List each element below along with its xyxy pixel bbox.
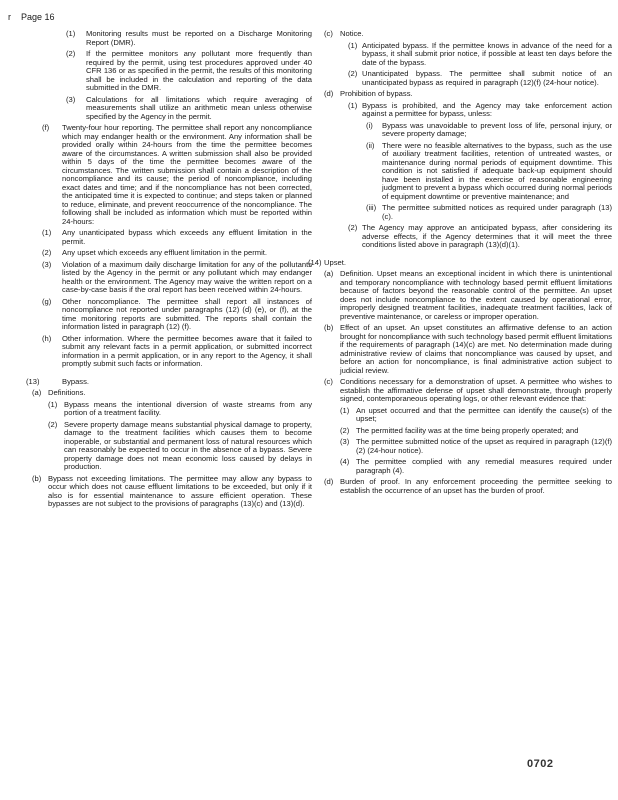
- paragraph-text: Other noncompliance. The permittee shall report all instances of noncompliance not reported under paragraphs (12) (d) (e), or (f), at the time monitoring reports are submitted. The reports shall contain the information listed in paragraph (12) (f).: [62, 296, 312, 331]
- paragraph: [318, 70, 612, 87]
- paragraph-marker: (2): [348, 69, 358, 78]
- paragraph: [26, 124, 312, 226]
- page-header: [8, 12, 55, 22]
- paragraph-marker: (i): [366, 120, 373, 130]
- paragraph: [318, 458, 612, 475]
- paragraph-text: Burden of proof. In any enforcement proceeding the permittee seeking to establish the occurrence of an upset has the burden of proof.: [340, 477, 612, 495]
- paragraph: [318, 204, 612, 221]
- paragraph-marker: (2): [340, 425, 350, 435]
- paragraph-text: Definition. Upset means an exceptional incident in which there is unintentional and temporary noncompliance with technology based permit effluent limitations because of factors beyond the reasonable control of the permittee. An upset does not include noncompliance to the extent caused by operational error, improperly designed treatment facilities, inadequate treatment facilities, lack of preventive maintenance, or careless or improper operation.: [340, 269, 612, 321]
- paragraph-marker: (b): [32, 473, 42, 483]
- paragraph-marker: (3): [340, 437, 350, 446]
- paragraph-marker: (f): [42, 123, 50, 132]
- paragraph-marker: (1): [348, 100, 358, 110]
- paragraph-text: Bypass means the intentional diversion of waste streams from any portion of a treatment facility.: [64, 399, 312, 417]
- paragraph-marker: (a): [324, 269, 334, 278]
- paragraph-text: Bypass was unavoidable to prevent loss of life, personal injury, or severe property damage;: [382, 120, 612, 138]
- paragraph: [318, 378, 612, 404]
- paragraph-text: Twenty-four hour reporting. The permittee shall report any noncompliance which may endanger health or the environment. Any information shall be provided orally within 24-hours from the time the permittee becomes aware of the circumstances. A written submission shall also be provided within 5 days of the time the permittee becomes aware of the circumstances. The written submission shall contain a description of the noncompliance and its cause; the period of noncompliance, including exact dates and time; and if the noncompliance has not been corrected, the anticipated time it is expected to continue; and steps taken or planned to reduce, eliminate, and prevent reoccurrence of the noncompliance. The following shall be included as information which must be reported within 24-hours:: [62, 123, 312, 226]
- paragraph-marker: (2): [48, 419, 58, 429]
- paragraph-marker: (3): [42, 259, 52, 269]
- paragraph: [26, 261, 312, 295]
- paragraph-marker: (c): [324, 29, 333, 38]
- paragraph-marker: (d): [324, 477, 334, 486]
- paragraph-marker: (3): [66, 94, 76, 104]
- page-number: Page 16: [21, 12, 55, 22]
- paragraph: [26, 475, 312, 509]
- paragraph-text: Bypass not exceeding limitations. The permittee may allow any bypass to occur which does not cause effluent limitations to be exceeded, but only if it also is for essential maintenance to assure efficient operation. These bypasses are not subject to the provisions of paragraphs (13)(c) and (13)(d).: [48, 473, 312, 508]
- paragraph: [318, 407, 612, 424]
- paragraph: [318, 324, 612, 375]
- paragraph-marker: (h): [42, 333, 52, 343]
- paragraph: [318, 224, 612, 250]
- paragraph-marker: (b): [324, 323, 334, 332]
- paragraph-text: Any unanticipated bypass which exceeds any effluent limitation in the permit.: [62, 228, 312, 246]
- paragraph-text: If the permittee monitors any pollutant more frequently than required by the permit, using test procedures approved under 40 CFR 136 or as specified in the permit, the results of this monitoring shall be included in the calculation and reporting of the data submitted in the DMR.: [86, 49, 312, 92]
- paragraph-marker: (a): [32, 388, 42, 397]
- paragraph-marker: (4): [340, 457, 350, 466]
- paragraph-marker: (ii): [366, 140, 375, 150]
- paragraph-marker: (iii): [366, 203, 377, 212]
- paragraph: [26, 378, 312, 387]
- paragraph-text: Monitoring results must be reported on a Discharge Monitoring Report (DMR).: [86, 29, 312, 47]
- paragraph-text: The Agency may approve an anticipated bypass, after considering its adverse effects, if the Agency determines that it will meet the three conditions listed above in paragraph (13)(d)(1).: [362, 223, 612, 249]
- bates-stamp: 0702: [527, 758, 554, 770]
- paragraph: [26, 249, 312, 258]
- paragraph-text: Definitions.: [48, 388, 86, 397]
- corner-mark: r: [8, 12, 11, 22]
- paragraph-marker: (1): [48, 399, 58, 409]
- paragraph-text: Unanticipated bypass. The permittee shall submit notice of an unanticipated bypass as required in paragraph (12)(f) (24-hour notice).: [362, 69, 612, 87]
- paragraph-marker: (d): [324, 89, 334, 98]
- paragraph: [318, 42, 612, 68]
- paragraph-text: Bypass.: [62, 376, 90, 386]
- paragraph-marker: (2): [348, 223, 358, 232]
- left-column: [26, 30, 312, 512]
- paragraph-text: There were no feasible alternatives to the bypass, such as the use of auxiliary treatment facilities, retention of untreated wastes, or maintenance during normal periods of equipment downtime. This condition is not satisfied if adequate back-up equipment should have been installed in the exercise of reasonable engineering judgment to prevent a bypass which occurred during normal periods of equipment downtime or preventive maintenance; and: [382, 140, 612, 201]
- paragraph-marker: (14): [308, 257, 322, 267]
- paragraph-marker: (2): [66, 49, 76, 58]
- paragraph-marker: (13): [26, 376, 40, 386]
- paragraph: [318, 102, 612, 119]
- paragraph-text: The permittee submitted notices as required under paragraph (13)(c).: [382, 203, 612, 221]
- paragraph-text: Upset.: [324, 257, 346, 267]
- paragraph: [26, 30, 312, 47]
- paragraph: [26, 96, 312, 122]
- paragraph: [318, 478, 612, 495]
- paragraph: [26, 421, 312, 472]
- paragraph-text: Severe property damage means substantial physical damage to property, damage to the treatment facilities which causes them to become inoperable, or substantial and permanent loss of natural resources which can reasonably be expected to occur in the absence of a bypass. Severe property damage does not mean economic loss caused by delays in production.: [64, 419, 312, 471]
- paragraph-text: The permitted facility was at the time being properly operated; and: [356, 425, 579, 435]
- paragraph-text: Violation of a maximum daily discharge limitation for any of the pollutants listed by the Agency in the permit or any pollutant which may endanger health or the environment. The Agency may waive the written report on a case-by-case basis if the oral report has been received within 24-hours.: [62, 259, 312, 294]
- paragraph: [318, 438, 612, 455]
- right-column: [308, 29, 612, 498]
- paragraph: [318, 270, 612, 321]
- paragraph-text: Prohibition of bypass.: [340, 89, 413, 98]
- paragraph: [302, 259, 612, 268]
- paragraph: [26, 401, 312, 418]
- paragraph-text: The permittee submitted notice of the upset as required in paragraph (12)(f)(2) (24-hour notice).: [356, 437, 612, 455]
- paragraph: [26, 298, 312, 332]
- paragraph-marker: (1): [348, 40, 358, 50]
- paragraph: [26, 389, 312, 398]
- paragraph: [26, 50, 312, 93]
- paragraph-text: Calculations for all limitations which require averaging of measurements shall utilize an arithmetic mean unless otherwise specified by the Agency in the permit.: [86, 94, 312, 121]
- paragraph-marker: (1): [340, 405, 350, 415]
- paragraph: [318, 142, 612, 202]
- paragraph-text: Notice.: [340, 29, 364, 38]
- paragraph-text: Conditions necessary for a demonstration of upset. A permittee who wishes to establish the affirmative defense of upset shall demonstrate, through properly signed, contemporaneous operating logs, or other relevant evidence that:: [340, 377, 612, 403]
- paragraph: [318, 427, 612, 436]
- paragraph: [26, 335, 312, 369]
- paragraph-text: Effect of an upset. An upset constitutes an affirmative defense to an action brought for noncompliance with such technology based permit effluent limitations if the requirements of paragraph (14)(c) are met. No determination made during administrative review of claims that noncompliance was caused by upset, and before an action for noncompliance, is final administrative action subject to judicial review.: [340, 323, 612, 375]
- paragraph-marker: (c): [324, 377, 333, 386]
- paragraph: [318, 30, 612, 39]
- paragraph: [26, 229, 312, 246]
- paragraph-marker: (1): [66, 29, 76, 38]
- paragraph-text: An upset occurred and that the permittee can identify the cause(s) of the upset;: [356, 405, 612, 423]
- paragraph-marker: (2): [42, 248, 52, 257]
- paragraph-text: Other information. Where the permittee becomes aware that it failed to submit any relevant facts in a permit application, or submitted incorrect information in a permit application, or in any report to the Agency, it shall promptly submit such facts or information.: [62, 333, 312, 368]
- paragraph-text: The permittee complied with any remedial measures required under paragraph (4).: [356, 457, 612, 475]
- paragraph-text: Any upset which exceeds any effluent limitation in the permit.: [62, 248, 268, 257]
- paragraph-marker: (g): [42, 296, 52, 306]
- paragraph-text: Anticipated bypass. If the permittee knows in advance of the need for a bypass, it shall submit prior notice, if possible at least ten days before the date of the bypass.: [362, 40, 612, 67]
- paragraph-marker: (1): [42, 228, 52, 237]
- paragraph: [318, 122, 612, 139]
- paragraph: [318, 90, 612, 99]
- paragraph-text: Bypass is prohibited, and the Agency may take enforcement action against a permittee for bypass, unless:: [362, 100, 612, 118]
